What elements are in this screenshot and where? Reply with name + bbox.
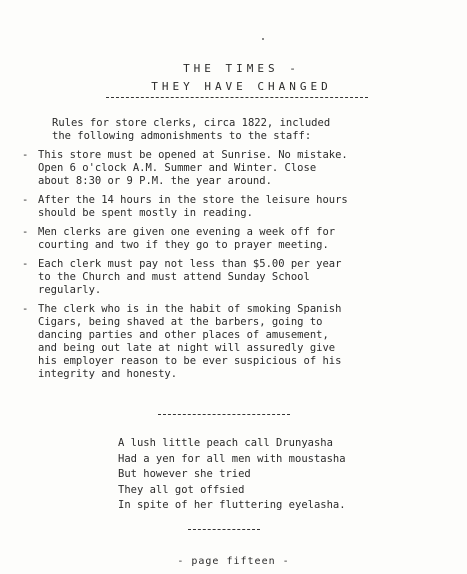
page-title: THE TIMES - [183,62,300,75]
page-number: - page fifteen - [177,556,290,567]
rule-item [22,226,352,252]
rule-bullet: - [22,258,29,270]
rule-bullet: - [22,303,29,315]
rule-item [22,194,352,220]
rule-text: Men clerks are given one evening a week off for courting and two if they go to prayer meeting. [38,226,336,251]
rules-list [22,149,352,387]
rule-text: Each clerk must pay not less than $5.00 per year to the Church and must attend Sunday School regularly. [38,258,342,296]
poem-line: But however she tried [118,468,251,480]
poem-line: In spite of her fluttering eyelasha. [118,499,346,511]
end-divider [188,529,260,530]
poem-line: They all got offsied [118,483,245,496]
limerick [118,436,378,514]
rule-bullet: - [22,226,29,238]
rule-text: This store must be opened at Sunrise. No mistake. Open 6 o'clock A.M. Summer and Winter. Close about 8:30 or 9 P.M. the year around. [38,149,348,187]
title-underline [106,97,368,98]
poem-line: Had a yen for all men with moustasha [118,452,346,465]
rule-text: The clerk who is in the habit of smoking Spanish Cigars, being shaved at the barbers, going to dancing parties and other places of amusement, and being out late at night will assuredly give his employer reason to be ever suspicious of his integrity and honesty. [38,303,342,380]
rule-item [22,303,352,381]
intro-paragraph: Rules for store clerks, circa 1822, included the following admonishments to the staff: [52,117,331,142]
poem-line: A lush little peach call Drunyasha [118,437,333,449]
rule-item [22,149,352,188]
section-divider [158,414,290,415]
rule-bullet: - [22,149,29,161]
rule-item [22,258,352,297]
rule-bullet: - [22,194,29,206]
page-subtitle: THEY HAVE CHANGED [151,80,332,93]
rule-text: After the 14 hours in the store the leisure hours should be spent mostly in reading. [38,194,348,219]
paper-speck [262,38,264,40]
